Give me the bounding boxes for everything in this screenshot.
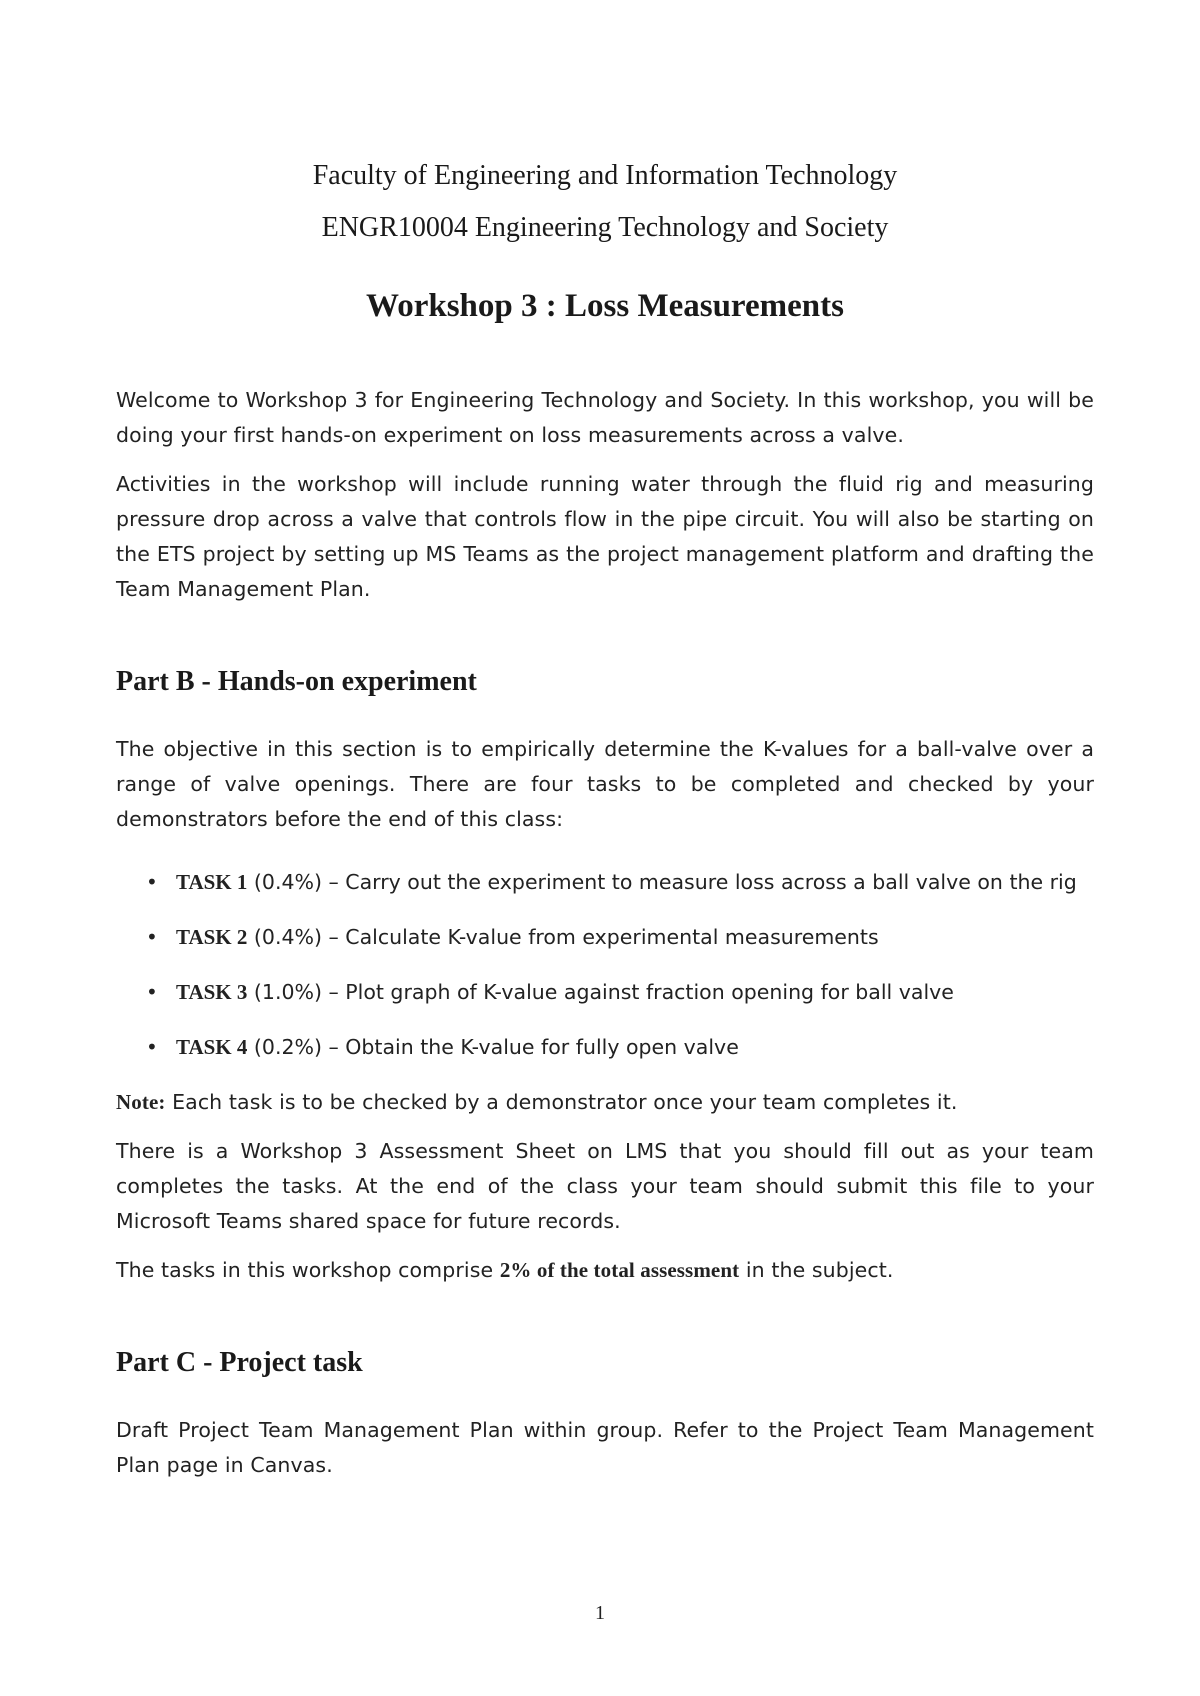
assessment-sheet-paragraph: There is a Workshop 3 Assessment Sheet on LMS that you should fill out as your team completes the tasks. At the end of the class your team should submit this file to your Microsoft Teams shared space for future records.: [116, 1139, 1094, 1233]
task-id: TASK 4: [176, 1035, 248, 1059]
task-list: [116, 865, 1094, 1065]
list-item: [116, 1030, 1094, 1065]
bullet-icon: •: [146, 1035, 158, 1059]
document-title: Workshop 3 : Loss Measurements: [366, 288, 844, 324]
list-item: [116, 865, 1094, 900]
weight-suffix: in the subject.: [739, 1258, 894, 1282]
bullet-icon: •: [146, 925, 158, 949]
intro-paragraph-1: Welcome to Workshop 3 for Engineering Technology and Society. In this workshop, you will be doing your first hands-on experiment on loss measurements across a valve.: [116, 388, 1094, 447]
part-b-heading: Part B - Hands-on experiment: [116, 666, 477, 697]
part-c-text: Draft Project Team Management Plan within group. Refer to the Project Team Management Plan page in Canvas.: [116, 1418, 1094, 1477]
faculty-header: Faculty of Engineering and Information Technology: [312, 160, 898, 191]
intro-paragraph-2: Activities in the workshop will include running water through the fluid rig and measuring pressure drop across a valve that controls flow in the pipe circuit. You will also be starting on the ETS project by setting up MS Teams as the project management platform and drafting the Team Management Plan.: [116, 472, 1094, 601]
part-c-heading: Part C - Project task: [116, 1347, 363, 1378]
subject-header: ENGR10004 Engineering Technology and Society: [321, 212, 889, 243]
bullet-icon: •: [146, 870, 158, 894]
note-text: Each task is to be checked by a demonstrator once your team completes it.: [165, 1090, 958, 1114]
task-text: (1.0%) – Plot graph of K-value against fraction opening for ball valve: [253, 980, 954, 1004]
assessment-weight-paragraph: [116, 1253, 1094, 1288]
bullet-icon: •: [146, 980, 158, 1004]
page-number: 1: [595, 1602, 605, 1624]
task-text: (0.2%) – Obtain the K-value for fully open valve: [253, 1035, 739, 1059]
task-id: TASK 1: [176, 870, 248, 894]
task-text: (0.4%) – Carry out the experiment to measure loss across a ball valve on the rig: [253, 870, 1077, 894]
note-label: Note:: [116, 1090, 166, 1114]
page-content: [116, 150, 1094, 1483]
list-item: [116, 975, 1094, 1010]
weight-prefix: The tasks in this workshop comprise: [116, 1258, 500, 1282]
note-paragraph: [116, 1085, 1094, 1120]
weight-bold: 2% of the total assessment: [499, 1258, 740, 1282]
part-b-objective: The objective in this section is to empirically determine the K-values for a ball-valve over a range of valve openings. There are four tasks to be completed and checked by your demonstrators before the end of this class:: [116, 737, 1094, 831]
task-id: TASK 2: [176, 925, 248, 949]
task-id: TASK 3: [176, 980, 248, 1004]
task-text: (0.4%) – Calculate K-value from experimental measurements: [253, 925, 879, 949]
list-item: [116, 920, 1094, 955]
